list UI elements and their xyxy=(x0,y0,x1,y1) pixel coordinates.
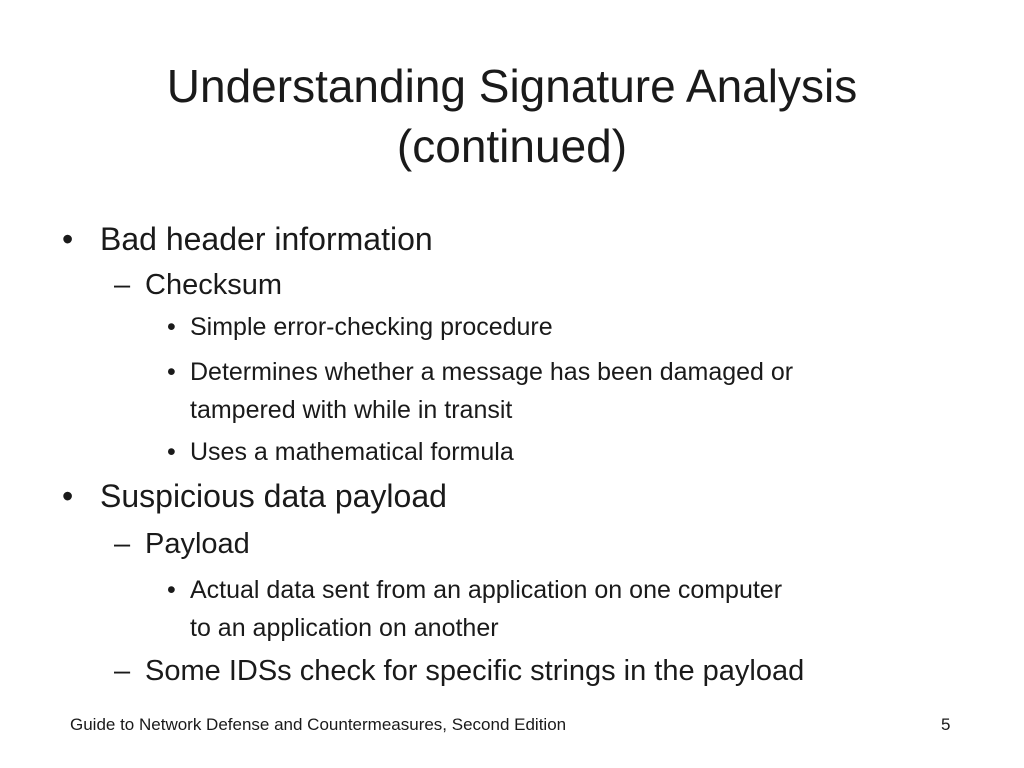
slide-title-line-2: (continued) xyxy=(396,120,628,172)
footer-text: Guide to Network Defense and Countermeasures, Second Edition xyxy=(70,715,567,734)
dash-marker: – xyxy=(114,655,131,687)
sub-sub-bullet-item: Simple error-checking procedure xyxy=(190,313,553,341)
dash-marker: – xyxy=(114,269,131,301)
sub-bullet-ids-string-check: Some IDSs check for specific strings in the payload xyxy=(145,655,805,687)
sub-bullet-marker: • xyxy=(167,438,176,466)
bullet-marker: • xyxy=(62,478,74,514)
sub-bullet-marker: • xyxy=(167,576,176,604)
dash-marker: – xyxy=(114,528,131,560)
sub-bullet-marker: • xyxy=(167,313,176,341)
sub-sub-bullet-item-continuation: to an application on another xyxy=(190,614,499,642)
sub-sub-bullet-item: Determines whether a message has been damaged or xyxy=(190,358,794,386)
slide-title-line-1: Understanding Signature Analysis xyxy=(166,60,858,112)
sub-bullet-checksum: Checksum xyxy=(145,269,282,301)
sub-bullet-payload: Payload xyxy=(145,528,250,560)
sub-bullet-marker: • xyxy=(167,358,176,386)
bullet-suspicious-data-payload: Suspicious data payload xyxy=(100,478,447,514)
page-number: 5 xyxy=(941,715,951,734)
sub-sub-bullet-item-continuation: tampered with while in transit xyxy=(190,396,513,424)
sub-sub-bullet-item: Actual data sent from an application on one computer xyxy=(190,576,783,604)
sub-sub-bullet-item: Uses a mathematical formula xyxy=(190,438,514,466)
bullet-marker: • xyxy=(62,221,74,257)
bullet-bad-header-information: Bad header information xyxy=(100,221,433,257)
